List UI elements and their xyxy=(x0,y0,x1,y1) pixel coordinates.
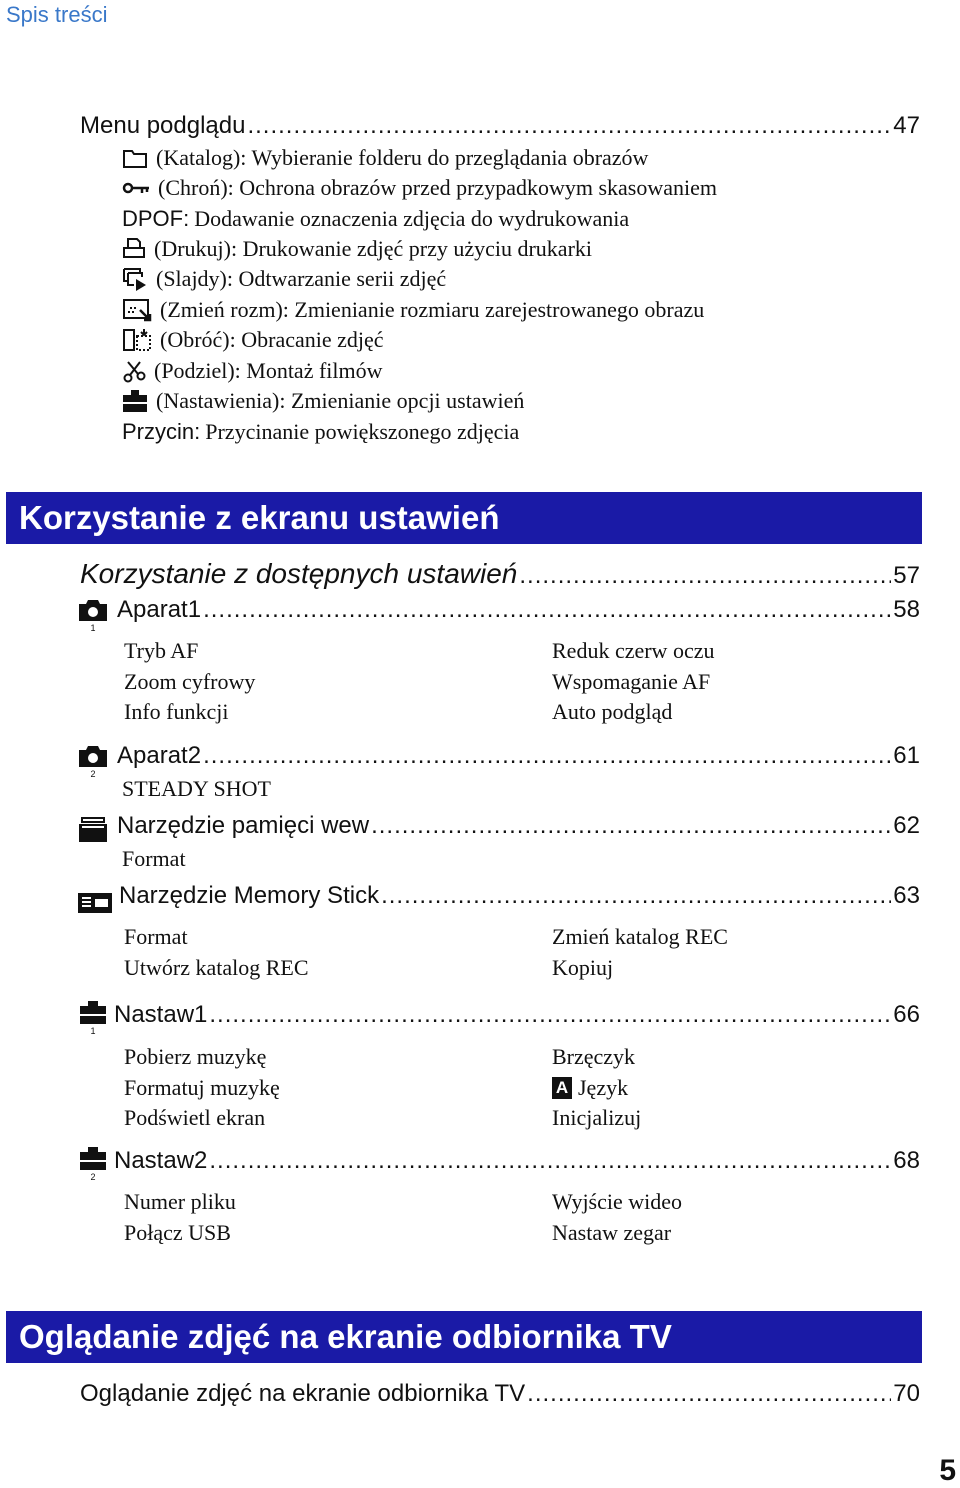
rotate-icon xyxy=(122,328,152,352)
entry-page: 66 xyxy=(893,1001,920,1028)
list-item: Auto podgląd xyxy=(552,699,673,724)
list-item: Tryb AF xyxy=(124,638,199,663)
entry-page: 57 xyxy=(893,562,920,589)
section-heading-settings: Korzystanie z ekranu ustawień xyxy=(6,492,922,544)
list-item: Utwórz katalog REC xyxy=(124,954,309,980)
setup2-right-list xyxy=(552,1187,682,1248)
menu-item-protect: (Chroń): Ochrona obrazów przed przypadkowym skasowaniem xyxy=(122,175,717,201)
entry-page: 58 xyxy=(893,596,920,623)
leader-dots xyxy=(203,596,891,624)
entry-title: Oglądanie zdjęć na ekranie odbiornika TV xyxy=(80,1380,526,1407)
setup1-left-list xyxy=(124,1042,280,1134)
svg-text:2: 2 xyxy=(90,769,96,778)
list-item: Połącz USB xyxy=(124,1219,231,1245)
menu-item-trimming: Przycin: Przycinanie powiększonego zdjęcia xyxy=(122,419,520,444)
entry-title: Narzędzie pamięci wew xyxy=(117,812,370,839)
entry-page: 70 xyxy=(893,1380,920,1407)
toc-entry-tv-viewing[interactable] xyxy=(80,1380,920,1408)
entry-title: Narzędzie Memory Stick xyxy=(119,882,380,909)
key-icon xyxy=(122,178,150,198)
leader-dots xyxy=(209,1147,891,1175)
entry-page: 63 xyxy=(893,882,920,909)
list-item: Wyjście wideo xyxy=(552,1189,683,1214)
entry-title: Aparat1 xyxy=(117,596,202,623)
section-heading-tv: Oglądanie zdjęć na ekranie odbiornika TV xyxy=(6,1311,922,1363)
entry-page: 61 xyxy=(893,742,920,769)
list-item: STEADY SHOT xyxy=(122,776,271,801)
list-item: Info funkcji xyxy=(124,699,229,724)
list-item: Podświetl ekran xyxy=(124,1105,266,1130)
camera-icon xyxy=(78,744,108,778)
list-item: Nastaw zegar xyxy=(552,1219,672,1245)
camera1-right-list xyxy=(552,636,714,728)
toolbox-icon xyxy=(78,1000,108,1034)
toolbox-icon xyxy=(78,1146,108,1180)
language-icon: A xyxy=(552,1077,572,1099)
leader-dots xyxy=(371,812,891,840)
menu-item-resize: (Zmień rozm): Zmienianie rozmiaru zarejestrowanego obrazu xyxy=(122,297,704,323)
entry-title: Nastaw2 xyxy=(114,1147,208,1174)
menu-item-divide: (Podziel): Montaż filmów xyxy=(122,358,383,384)
svg-text:1: 1 xyxy=(90,1026,96,1034)
list-item: Numer pliku xyxy=(124,1189,236,1214)
svg-text:1: 1 xyxy=(90,623,96,632)
camera1-left-list xyxy=(124,636,255,728)
list-item: Zoom cyfrowy xyxy=(124,668,256,694)
scissors-icon xyxy=(122,359,146,383)
toc-entry-menu-playback[interactable] xyxy=(80,112,920,140)
internal-memory-list xyxy=(122,844,186,875)
menu-item-folder: (Katalog): Wybieranie folderu do przeglądania obrazów xyxy=(122,145,648,171)
memory-stick-icon xyxy=(77,886,113,920)
toc-entry-setup2[interactable] xyxy=(114,1147,920,1175)
folder-icon xyxy=(122,147,148,169)
leader-dots xyxy=(519,562,891,590)
entry-title: Korzystanie z dostępnych ustawień xyxy=(80,558,518,589)
list-item: Zmień katalog REC xyxy=(552,924,728,949)
list-item: A Język xyxy=(552,1073,641,1104)
list-item: Format xyxy=(124,924,188,949)
list-item: Wspomaganie AF xyxy=(552,668,711,694)
menu-item-setup: (Nastawienia): Zmienianie opcji ustawień xyxy=(122,388,524,414)
toc-entry-camera2[interactable] xyxy=(117,742,920,770)
memory-stick-right-list xyxy=(552,922,728,983)
leader-dots xyxy=(209,1001,891,1029)
entry-page: 62 xyxy=(893,812,920,839)
toc-entry-memory-stick[interactable] xyxy=(119,882,920,910)
list-item: Reduk czerw oczu xyxy=(552,638,715,663)
toc-entry-internal-memory[interactable] xyxy=(117,812,920,840)
toc-entry-camera1[interactable] xyxy=(117,596,920,624)
resize-icon xyxy=(122,298,152,322)
svg-text:2: 2 xyxy=(90,1172,96,1180)
entry-page: 68 xyxy=(893,1147,920,1174)
list-item: Formatuj muzykę xyxy=(124,1074,280,1100)
toc-entry-setup1[interactable] xyxy=(114,1001,920,1029)
entry-title: Menu podglądu xyxy=(80,112,246,139)
setup2-left-list xyxy=(124,1187,236,1248)
leader-dots xyxy=(203,742,891,770)
list-item: Pobierz muzykę xyxy=(124,1044,267,1069)
menu-item-dpof: DPOF: Dodawanie oznaczenia zdjęcia do wydrukowania xyxy=(122,206,630,231)
internal-memory-icon xyxy=(78,814,108,848)
list-item: Brzęczyk xyxy=(552,1044,636,1069)
leader-dots xyxy=(247,112,891,140)
toolbox-icon xyxy=(122,389,148,413)
toc-link[interactable]: Spis treści xyxy=(6,2,108,27)
list-item: Kopiuj xyxy=(552,954,614,980)
camera2-list xyxy=(122,774,271,805)
menu-item-print: (Drukuj): Drukowanie zdjęć przy użyciu drukarki xyxy=(122,236,592,262)
list-item: Inicjalizuj xyxy=(552,1105,642,1130)
leader-dots xyxy=(381,882,891,910)
toc-entry-settings-usage[interactable] xyxy=(80,558,920,590)
menu-item-rotate: (Obróć): Obracanie zdjęć xyxy=(122,327,384,353)
memory-stick-left-list xyxy=(124,922,309,983)
list-item: Format xyxy=(122,846,186,871)
slideshow-icon xyxy=(122,267,148,291)
print-icon xyxy=(122,237,146,261)
page-number: 5 xyxy=(939,1454,956,1487)
entry-title: Aparat2 xyxy=(117,742,202,769)
menu-item-slideshow: (Slajdy): Odtwarzanie serii zdjęć xyxy=(122,266,446,292)
setup1-right-list xyxy=(552,1042,641,1134)
entry-page: 47 xyxy=(893,112,920,139)
entry-title: Nastaw1 xyxy=(114,1001,208,1028)
leader-dots xyxy=(527,1380,891,1408)
camera-icon xyxy=(78,598,108,632)
